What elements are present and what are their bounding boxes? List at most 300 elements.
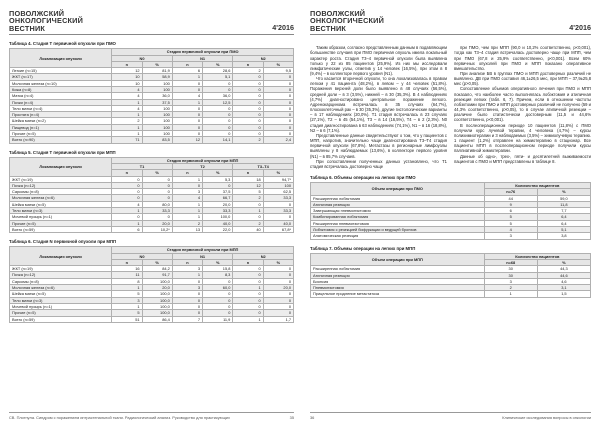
table-cell: 1 [233,285,263,291]
column-subheader: n [233,61,263,67]
paragraph: В послеоперационном периоде 10 пациентов (11,8%) с ПМО получили курс лучевой терапии, 4 человека (4,7%) – курсы полихимиотерапии и 3 наблюдаемых (3,5%) – химиолучевую терапию. 1 пациент (1,2%) отправлен на химиотерапию в стационар. Все пациенты МПП в послеоперационном периоде получили курсы паллиативной химиотерапии. [454,122,591,154]
journal-title-line: ОНКОЛОГИЧЕСКИЙ [9,16,84,26]
table-cell: Шейка матки (n=2) [10,118,112,124]
table-cell: 5 [484,220,537,226]
table-cell: 0 [172,118,202,124]
table-cell: 0 [233,131,263,137]
table-cell: 5,1 [537,227,590,233]
table-cell: 0 [233,124,263,130]
table-cell: 22,0 [203,226,233,232]
table-cell: Матка (n=4) [10,93,112,99]
table-cell: 0 [112,195,142,201]
column-header: Локализация опухоли [10,49,112,68]
table-cell: 1 [112,99,142,105]
table-cell: Атипичная резекция [311,272,485,278]
table-cell: 0 [263,297,293,303]
column-group-header: Количество пациентов [484,253,590,259]
page-footer [9,412,294,420]
table-cell: 0 [172,310,202,316]
journal-title-line: ОНКОЛОГИЧЕСКИЙ [310,16,385,26]
table-cell: 0 [172,278,202,284]
table-cell: 0 [172,297,202,303]
table-row [10,226,294,232]
table-cell: 6 [112,226,142,232]
table-cell: 10 [112,74,142,80]
column-header: Объем операции при ПМО [311,182,485,195]
table-cell: 0 [172,291,202,297]
column-group-header: Стадия первичной опухоли при ПМО [112,49,294,55]
table-cell: Молочная железа (n=10) [10,80,112,86]
table-cell: 0 [172,182,202,188]
table-row [10,137,294,143]
table-cell: 3,8 [537,233,590,239]
table-cell: 1,5 [537,291,590,297]
table-cell: 16 [112,266,142,272]
table-cell: 6,4 [537,214,590,220]
table-cell: 0 [233,99,263,105]
table-cell: 8 [112,278,142,284]
table-cell: Всего (n=90) [10,137,112,143]
table-cell: 36,0 [142,93,172,99]
table-cell: 2 [484,285,537,291]
table-caption: Таблица 5. Стадия Т первичной опухоли при МПП [9,149,116,155]
table-cell: 71 [112,137,142,143]
table-cell: 12 [112,68,142,74]
footer-citation: Клинические исследования вопросы в онкологии [502,415,591,420]
table-cell: 0 [263,310,293,316]
table-cell: 0 [263,74,293,80]
table-cell: 83,5 [142,137,172,143]
table-cell: 1 [172,214,202,220]
table-cell: 0 [203,291,233,297]
table-cell: 0 [172,131,202,137]
table-cell: Кожа (n=8) [10,87,112,93]
table-cell: 0 [203,124,233,130]
journal-title-line: ВЕСТНИК [9,23,46,33]
table-cell: 4 [112,105,142,111]
table-cell: Мочевой пузырь (n=1) [10,303,112,309]
column-subheader: % [263,259,293,265]
article-body [310,45,591,169]
table-cell: 4 [484,227,537,233]
table-cell: 0 [142,182,172,188]
table-cell: 1 [484,291,537,297]
table-cell: 0 [263,99,293,105]
table-cell: 0 [172,87,202,93]
table-cell: 20,0 [203,201,233,207]
page-footer [310,412,591,420]
table-cell: 0 [203,105,233,111]
column-subheader: n [112,170,142,176]
paragraph: при ПМО, чем при МПП (90,0 и 10,2% соответственно, p<0,001), тогда как Т3–4 стадия встречалась достоверно чаще при МПП, чем при ПМО (67,8 и 25,9% соответственно, p<0,001). Всем 60% первичных опухолей при ПМО и МПП показано оперативное вмешательство. [454,45,591,71]
table-cell: Атипичная резекция [311,201,485,207]
table-cell: Прочие (n=5) [10,220,112,226]
column-subheader: n=76 [484,189,537,195]
column-subheader: % [142,61,172,67]
table-cell: 0 [263,80,293,86]
text-column-1 [310,45,447,169]
data-table [310,253,591,298]
table-cell: Расширенная пневмонэктомия [311,220,485,226]
table-cell: ЖКТ (n=17) [10,74,112,80]
table-cell: 0 [263,201,293,207]
table-row [10,316,294,322]
table-cell: ЖКТ (n=19) [10,266,112,272]
table-cell: 0 [263,124,293,130]
table-cell: 4,6 [537,278,590,284]
table-cell: 0 [263,266,293,272]
table-cell: 0 [203,278,233,284]
table-cell: 0 [263,87,293,93]
table-cell: 0 [142,189,172,195]
journal-issue: 4'2016 [569,23,591,33]
table-cell: 0 [263,291,293,297]
table-cell: Пневмонэктомия [311,285,485,291]
table-cell: 40,0 [263,220,293,226]
table-cell: 44,3 [537,266,590,272]
table-cell: 5 [112,310,142,316]
column-subheader: % [537,189,590,195]
table-cell: 2 [233,137,263,143]
table-cell: 5 [233,189,263,195]
table-cell: 30 [484,272,537,278]
table-cell: 40 [233,226,263,232]
data-table [9,246,294,323]
table-cell: 33,3 [142,208,172,214]
table-cell: 0 [233,74,263,80]
column-subheader: n=68 [484,259,537,265]
column-subheader: % [203,61,233,67]
table-cell: 0 [233,105,263,111]
journal-issue: 4'2016 [272,23,294,33]
table-cell: 0 [233,291,263,297]
column-subheader: n [172,61,202,67]
table-cell: 1 [172,208,202,214]
column-header: Объем операции при МПП [311,253,485,266]
table-cell: 0 [203,118,233,124]
column-subheader: n [233,170,263,176]
table-cell: 59,0 [537,195,590,201]
table-cell: Тело матки (n=4) [10,105,112,111]
paragraph: При сопоставлении полученных данных установлено, что Т1 стадия встречалась достоверно чаще [310,158,447,169]
table-cell: 13 [172,226,202,232]
table-cell: 7 [172,316,202,322]
table-cell: 12,5 [203,99,233,105]
table-cell: 20,0 [142,285,172,291]
paragraph: Таким образом, согласно представленным данным в подавляющем большинстве случаев при ПМО первичная опухоль имела локальный характер роста. Стадия T3–4 первичной опухоли была выявлена только у 22 из 85 пациентов (25,9%). Из них мы исследовали лимфатические узлы, отметив у 14 человек (16,5%), при этом в 8 (9,4%) – в коллекторе первого уровня (N1). [310,45,447,76]
column-subheader: % [203,259,233,265]
table-cell: 0 [203,182,233,188]
table-cell: 100,0 [142,291,172,297]
table-cell: 0 [233,93,263,99]
table-cell: 0 [263,272,293,278]
table-cell: 3 [484,233,537,239]
table-caption: Таблица 7. Объемы операции на легких при МПП [310,245,416,251]
table-cell: 1 [172,272,202,278]
table-cell: 0 [233,214,263,220]
table-cell: 37,5 [203,189,233,195]
table-cell: 28,6 [203,68,233,74]
table-cell: 0 [112,182,142,188]
table-cell: 6 [484,208,537,214]
table-block [310,246,591,298]
column-subheader: n [112,61,142,67]
table-cell: Тело матки (n=3) [10,297,112,303]
table-cell: 20,0 [142,220,172,226]
table-cell: 0 [263,118,293,124]
table-cell: 1 [172,99,202,105]
table-cell: 0 [172,112,202,118]
table-cell: 0 [172,124,202,130]
journal-title [9,10,83,32]
table-caption: Таблица 6. Объемы операции на легких при ПМО [310,174,416,180]
column-header: N2 [233,55,294,61]
table-cell: 100,0 [142,278,172,284]
table-cell: Всего (n=59) [10,316,112,322]
table-cell: 11,8 [537,201,590,207]
table-row [311,291,591,297]
table-cell: 100,0 [142,310,172,316]
table-cell: 33,3 [263,195,293,201]
table-cell: Биопсия [311,278,485,284]
data-table [9,48,294,143]
column-header: T1 [112,163,173,169]
table-cell: 9,5 [263,68,293,74]
table-cell: 2 [233,68,263,74]
journal-title [310,10,384,32]
table-cell: 8,3 [203,272,233,278]
table-cell: Саркомы (n=8) [10,278,112,284]
journal-title-line: ПОВОЛЖСКИЙ [310,9,366,18]
table-cell: 0 [233,303,263,309]
table-cell: 0 [172,80,202,86]
table-cell: 0 [233,201,263,207]
table-cell: 11 [112,272,142,278]
table-cell: 14,1 [203,137,233,143]
table-cell: 0 [112,176,142,182]
table-cell: 1 [112,303,142,309]
table-cell: 100 [142,112,172,118]
table-cell: 3 [172,189,202,195]
table-cell: 94,7* [263,176,293,182]
column-subheader: % [263,170,293,176]
data-table [310,182,591,240]
column-header: T2 [172,163,233,169]
table-caption: Таблица 4. Стадия Т первичной опухоли при ПМО [9,41,116,47]
table-cell: 100 [142,87,172,93]
table-cell: 86,4 [142,316,172,322]
table-cell: 0 [263,278,293,284]
table-cell: 40,0 [203,220,233,226]
table-cell: Прочие (n=5) [10,310,112,316]
table-cell: Легкие (n=15) [10,68,112,74]
table-cell: 0 [203,303,233,309]
table-cell: Саркомы (n=8) [10,189,112,195]
table-cell: 3 [484,278,537,284]
journal-title-line: ВЕСТНИК [310,23,347,33]
table-cell: 5,3 [203,176,233,182]
table-cell: 4 [112,93,142,99]
table-cell: 0 [263,93,293,99]
column-subheader: n [233,259,263,265]
column-subheader: % [203,170,233,176]
column-header: N0 [112,55,173,61]
table-cell: 1 [172,74,202,80]
table-cell: 0 [233,310,263,316]
table-cell: Анатомическая резекция [311,233,485,239]
table-cell: 5 [112,291,142,297]
table-cell: 66,7 [203,195,233,201]
table-cell: 2 [233,195,263,201]
journal-title-line: ПОВОЛЖСКИЙ [9,9,65,18]
column-header: T3–T4 [233,163,294,169]
table-cell: 0 [203,131,233,137]
table-cell: 2 [172,220,202,226]
table-cell: 0 [203,87,233,93]
table-cell: Простата (n=4) [10,112,112,118]
table-cell: 51 [112,316,142,322]
table-cell: 36,0 [203,93,233,99]
table-cell: 0 [233,278,263,284]
column-subheader: % [537,259,590,265]
table-cell: 0 [203,310,233,316]
table-cell: 58,9 [142,74,172,80]
table-cell: 0 [263,214,293,220]
table-cell: 1 [112,220,142,226]
table-cell: 0 [142,214,172,220]
table-cell: 0 [233,297,263,303]
table-cell: 100,0 [142,297,172,303]
table-cell: 0 [203,112,233,118]
column-header: N2 [233,253,294,259]
table-cell: 0 [172,105,202,111]
table-cell: Почки (n=4) [10,99,112,105]
table-cell: Пищевод (n=1) [10,124,112,130]
table-cell: 0 [142,176,172,182]
table-cell: Шейка матки (n=5) [10,291,112,297]
column-header: N1 [172,253,233,259]
table-cell: 0 [233,118,263,124]
table-cell: Всего (n=59) [10,226,112,232]
table-cell: 4 [172,195,202,201]
table-cell: 30 [484,266,537,272]
table-cell: 80,0 [142,201,172,207]
table-cell: Тело матки (n=3) [10,208,112,214]
table-cell: Шейка матки (n=5) [10,201,112,207]
table-cell: 4 [112,87,142,93]
table-cell: 1 [112,208,142,214]
table-cell: 1 [112,285,142,291]
column-header: Локализация опухоли [10,157,112,176]
table-cell: 10,2* [142,226,172,232]
table-cell: 44 [484,195,537,201]
table-cell: 18 [233,176,263,182]
table-cell: 3 [112,297,142,303]
table-cell: 3 [172,285,202,291]
table-cell: Мочевой пузырь (n=1) [10,214,112,220]
table-row [311,233,591,239]
table-cell: 3 [172,266,202,272]
table-cell: 100,0 [142,303,172,309]
table-cell: Прочие (n=5) [10,131,112,137]
table-cell: 0 [203,80,233,86]
table-cell: 0 [112,189,142,195]
table-cell: 1 [112,124,142,130]
table-cell: 1 [172,176,202,182]
column-subheader: % [142,170,172,176]
table-cell: 0 [142,195,172,201]
table-cell: Молочная железа (n=6) [10,285,112,291]
table-cell: 0 [263,105,293,111]
table-cell: 7,7 [537,208,590,214]
paragraph: Сопоставление объемов оперативного лечения при ПМО и МПП показало, что наиболее часто выполнялась лобэктомия и атипичная резекция легких (табл. 6, 7). Причем, если в отношении частоты лобэктомии при ПМО и МПП достоверных различий не получено (59 и 44,3% соответственно, p>0,05), то в случае атипичной резекции – различие было статистически достоверным (11,5 и 44,6% соответственно, p<0,001). [454,86,591,123]
column-subheader: n [172,259,202,265]
table-cell: 11,9 [203,316,233,322]
table-cell: 62,5 [263,189,293,195]
paragraph: Представленные данные свидетельствуют о том, что у пациентов с МПП, напротив, значительно чаще диагностирована Т3–Т4 стадия первичной опухоли (67,8%). Метастазы в регионарные лимфоузлы выявлены у 8 наблюдаемых (13,6%), в коллекторе первого уровня (N1) – в 85,7% случаев. [310,132,447,159]
table-cell: 100 [142,105,172,111]
table-cell: 1 [112,131,142,137]
table-cell: 5 [484,214,537,220]
column-header: N0 [112,253,173,259]
table-cell: Прицельное продление метастатоза [311,291,485,297]
table-cell: Почка (n=12) [10,272,112,278]
table-block [310,175,591,240]
table-cell: 10 [112,80,142,86]
table-cell: 4 [172,93,202,99]
column-group-header: Количество пациентов [484,182,590,188]
table-cell: Молочная железа (n=6) [10,195,112,201]
table-cell: 15,8 [203,266,233,272]
table-cell: 4 [112,201,142,207]
table-cell: 100 [142,131,172,137]
table-cell: 0 [233,87,263,93]
footer-citation: СВ. Плотнула. Синдром с поражением интрастенальной ткани. Радиологический анализ. Руководство для практикующих [9,415,230,420]
column-header: N1 [172,55,233,61]
column-subheader: % [142,259,172,265]
table-cell: 9 [484,201,537,207]
table-cell: 0 [233,266,263,272]
table-cell: 67,8* [263,226,293,232]
table-cell: 12 [233,182,263,188]
table-cell: 0 [233,272,263,278]
paragraph: Что касается вторичной опухоли, то она локализовалась в правом легком у 41 пациента (48,2%), в левом – у 44 человек (51,8%). Поражения верхней доли было выявлено в 48 случаях (56,5%), средней доли – в 3 (3,5%), нижней – в 30 (35,3%). В 4 наблюдениях (4,7%) диагностировано центральное поражение легкого. Адренокарцинома встречалась в 35 случаях (64,7%), плоскоклеточный рак – в 30 (35,3%), другие гистологические варианты – в 17 наблюдениях (20,0%). Т1 стадия встречалась в 23 случаях (27,1%), Т2 – в 45 (54,1%), Т3 – в 14 (16,5%), Т4 – в 2 (2,3%). N0 стадия диагностирована в 63 наблюдениях (74,1%), N1 – в 16 (18,8%), N2 – в 6 (7,1%). [310,76,447,133]
table-cell: 0 [263,131,293,137]
table-cell: 100,0 [203,214,233,220]
right-page [300,0,600,424]
table-cell: Расширенная лобэктомия [311,195,485,201]
table-cell: 100 [263,182,293,188]
column-subheader: n [172,170,202,176]
paragraph: При анализе БВ в группах ПМО и МПП достоверных различий не выявлено. ДВ при ПМО составил 46,1±26,5 мес, при МПП – 37,9±25,8 мес (p>0,05). [454,71,591,87]
table-cell: 1,7 [263,316,293,322]
table-cell: 1 [112,112,142,118]
journal-header [310,10,591,35]
table-cell: 100 [142,124,172,130]
table-cell: 20,0 [263,285,293,291]
table-cell: Почка (n=12) [10,182,112,188]
table-cell: 0 [263,303,293,309]
table-cell: 60,0 [203,285,233,291]
table-cell: ЖКТ (n=19) [10,176,112,182]
page-number: 35 [289,415,294,420]
column-group-header: Стадия первичной опухоли при МПП [112,157,294,163]
table-cell: 0 [233,112,263,118]
table-cell: 5,1 [203,74,233,80]
table-cell: 91,7 [142,272,172,278]
text-column-2 [454,45,591,169]
paragraph: Данные об одно-, трех-, пяти- и десятилетней выживаемости пациентов с ПМО и МПП представлены в таблице 8. [454,153,591,164]
